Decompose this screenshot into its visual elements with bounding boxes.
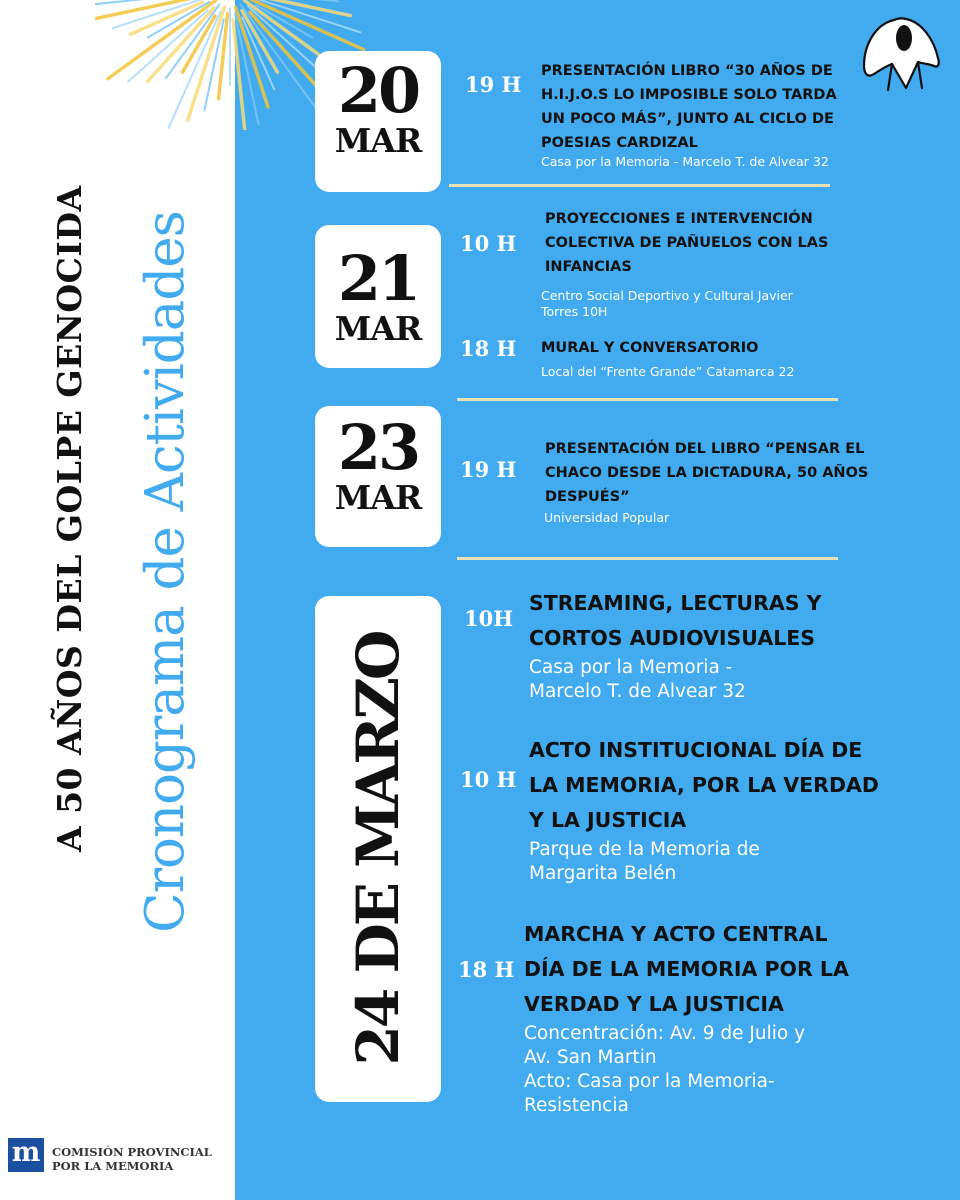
date-number: 21: [337, 242, 419, 315]
date-month: MAR: [334, 121, 422, 160]
date-label-vertical: 24 DE MARZO: [344, 632, 412, 1066]
event-time: 18 H: [458, 957, 515, 982]
separator-line: [449, 184, 830, 187]
date-number: 20: [337, 54, 419, 127]
date-box-23: [315, 406, 441, 547]
date-box-20: [315, 51, 441, 192]
event-location: Local del “Frente Grande” Catamarca 22: [541, 364, 795, 379]
event-time: 10 H: [460, 231, 517, 256]
white-headscarf-icon: [858, 14, 942, 98]
organization-logo: m: [8, 1138, 44, 1172]
main-title: A 50 AÑOS DEL GOLPE GENOCIDA: [50, 185, 89, 852]
event-location: Universidad Popular: [544, 510, 670, 525]
separator-line: [457, 557, 838, 560]
event-location: Concentración: Av. 9 de Julio y Av. San Martin Acto: Casa por la Memoria- Resistencia: [524, 1023, 806, 1116]
date-box-24: [315, 596, 441, 1102]
event-time: 18 H: [460, 336, 517, 361]
event-time: 19 H: [465, 72, 522, 97]
event-title: MURAL Y CONVERSATORIO: [541, 340, 759, 356]
date-number: 23: [337, 411, 419, 484]
event-title: PRESENTACIÓN LIBRO “30 AÑOS DE H.I.J.O.S LO IMPOSIBLE SOLO TARDA UN POCO MÁS”, JUNTO AL CICLO DE POESIAS CARDIZAL: [541, 63, 837, 151]
date-box-21: [315, 225, 441, 368]
event-title: STREAMING, LECTURAS Y CORTOS AUDIOVISUALES: [529, 591, 822, 650]
event-time: 10H: [464, 606, 514, 631]
event-title: ACTO INSTITUCIONAL DÍA DE LA MEMORIA, POR LA VERDAD Y LA JUSTICIA: [529, 738, 879, 832]
event-time: 19 H: [460, 457, 517, 482]
event-location: Parque de la Memoria de Margarita Belén: [529, 839, 760, 884]
event-time: 10 H: [460, 767, 517, 792]
date-month: MAR: [334, 309, 422, 348]
date-month: MAR: [334, 478, 422, 517]
event-title: PRESENTACIÓN DEL LIBRO “PENSAR EL CHACO DESDE LA DICTADURA, 50 AÑOS DESPUÉS”: [545, 441, 869, 505]
event-location: Casa por la Memoria - Marcelo T. de Alvear 32: [529, 657, 746, 702]
event-title: MARCHA Y ACTO CENTRAL DÍA DE LA MEMORIA POR LA VERDAD Y LA JUSTICIA: [524, 922, 849, 1016]
organization-name: COMISIÓN PROVINCIAL POR LA MEMORIA: [52, 1145, 212, 1173]
subtitle: Cronograma de Actividades: [135, 211, 196, 933]
event-title: PROYECCIONES E INTERVENCIÓN COLECTIVA DE PAÑUELOS CON LAS INFANCIAS: [545, 211, 829, 275]
event-location: Casa por la Memoria - Marcelo T. de Alvear 32: [541, 154, 829, 169]
separator-line: [457, 398, 838, 401]
event-location: Centro Social Deportivo y Cultural Javier Torres 10H: [541, 288, 793, 319]
